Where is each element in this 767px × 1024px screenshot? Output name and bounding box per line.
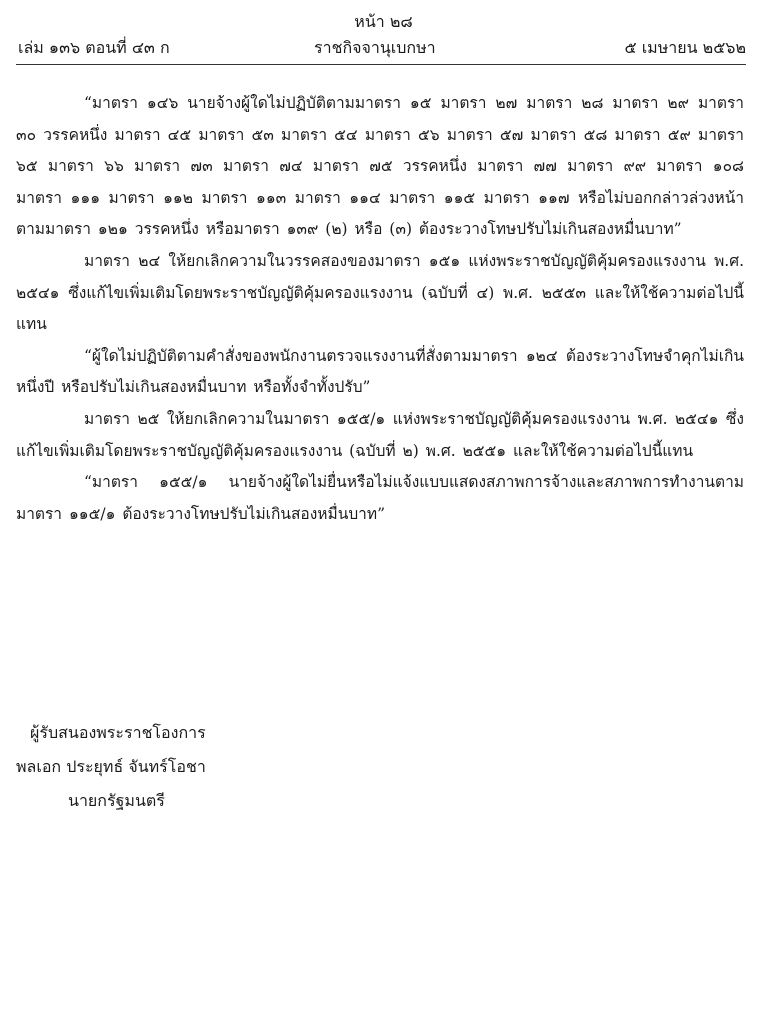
paragraph-section-155-1-text: “มาตรา ๑๕๕/๑ นายจ้างผู้ใดไม่ยื่นหรือไม่แจ้งแบบแสดงสภาพการจ้างและสภาพการทำงานตามมาตรา ๑๑๕/๑ ต้องระวางโทษปรับไม่เกินสองหมื่นบาท” xyxy=(16,473,744,523)
signature-block xyxy=(16,716,206,818)
header-divider xyxy=(16,64,746,65)
gazette-header xyxy=(18,36,746,60)
volume-issue: เล่ม ๑๓๖ ตอนที่ ๔๓ ก xyxy=(18,38,170,57)
signatory-name: พลเอก ประยุทธ์ จันทร์โอชา xyxy=(16,757,206,776)
document-body xyxy=(16,88,744,530)
gazette-title: ราชกิจจานุเบกษา xyxy=(314,38,436,57)
signatory-position: นายกรัฐมนตรี xyxy=(68,791,165,810)
paragraph-section-25: มาตรา ๒๕ ให้ยกเลิกความในมาตรา ๑๕๕/๑ แห่งพระราชบัญญัติคุ้มครองแรงงาน พ.ศ. ๒๕๔๑ ซึ่งแก้ไขเพิ่มเติมโดยพระราชบัญญัติคุ้มครองแรงงาน (ฉบับที่ ๒) พ.ศ. ๒๕๕๑ และให้ใช้ความต่อไปนี้แทน xyxy=(16,409,744,460)
paragraph-section-151-text: “ผู้ใดไม่ปฏิบัติตามคำสั่งของพนักงานตรวจแรงงานที่สั่งตามมาตรา ๑๒๔ ต้องระวางโทษจำคุกไม่เกินหนึ่งปี หรือปรับไม่เกินสองหมื่นบาท หรือทั้งจำทั้งปรับ” xyxy=(16,346,744,397)
publication-date: ๕ เมษายน ๒๕๖๒ xyxy=(624,38,746,57)
countersign-label: ผู้รับสนองพระราชโองการ xyxy=(30,723,206,742)
page-number: หน้า ๒๘ xyxy=(354,12,413,31)
paragraph-section-146: “มาตรา ๑๔๖ นายจ้างผู้ใดไม่ปฏิบัติตามมาตรา ๑๕ มาตรา ๒๗ มาตรา ๒๘ มาตรา ๒๙ มาตรา ๓๐ วรรคหนึ่ง มาตรา ๔๕ มาตรา ๕๓ มาตรา ๕๔ มาตรา ๕๖ มาตรา ๕๗ มาตรา ๕๘ มาตรา ๕๙ มาตรา ๖๕ มาตรา ๖๖ มาตรา ๗๓ มาตรา ๗๔ มาตรา ๗๕ วรรคหนึ่ง มาตรา ๗๗ มาตรา ๙๙ มาตรา ๑๐๘ มาตรา ๑๑๑ มาตรา ๑๑๒ มาตรา ๑๑๓ มาตรา ๑๑๔ มาตรา ๑๑๕ มาตรา ๑๑๗ หรือไม่บอกกล่าวล่วงหน้า ตามมาตรา ๑๒๑ วรรคหนึ่ง หรือมาตรา ๑๓๙ (๒) หรือ (๓) ต้องระวางโทษปรับไม่เกินสองหมื่นบาท” xyxy=(16,94,744,239)
paragraph-section-24: มาตรา ๒๔ ให้ยกเลิกความในวรรคสองของมาตรา ๑๕๑ แห่งพระราชบัญญัติคุ้มครองแรงงาน พ.ศ. ๒๕๔๑ ซึ่งแก้ไขเพิ่มเติมโดยพระราชบัญญัติคุ้มครองแรงงาน (ฉบับที่ ๔) พ.ศ. ๒๕๕๓ และให้ใช้ความต่อไปนี้แทน xyxy=(16,251,744,334)
